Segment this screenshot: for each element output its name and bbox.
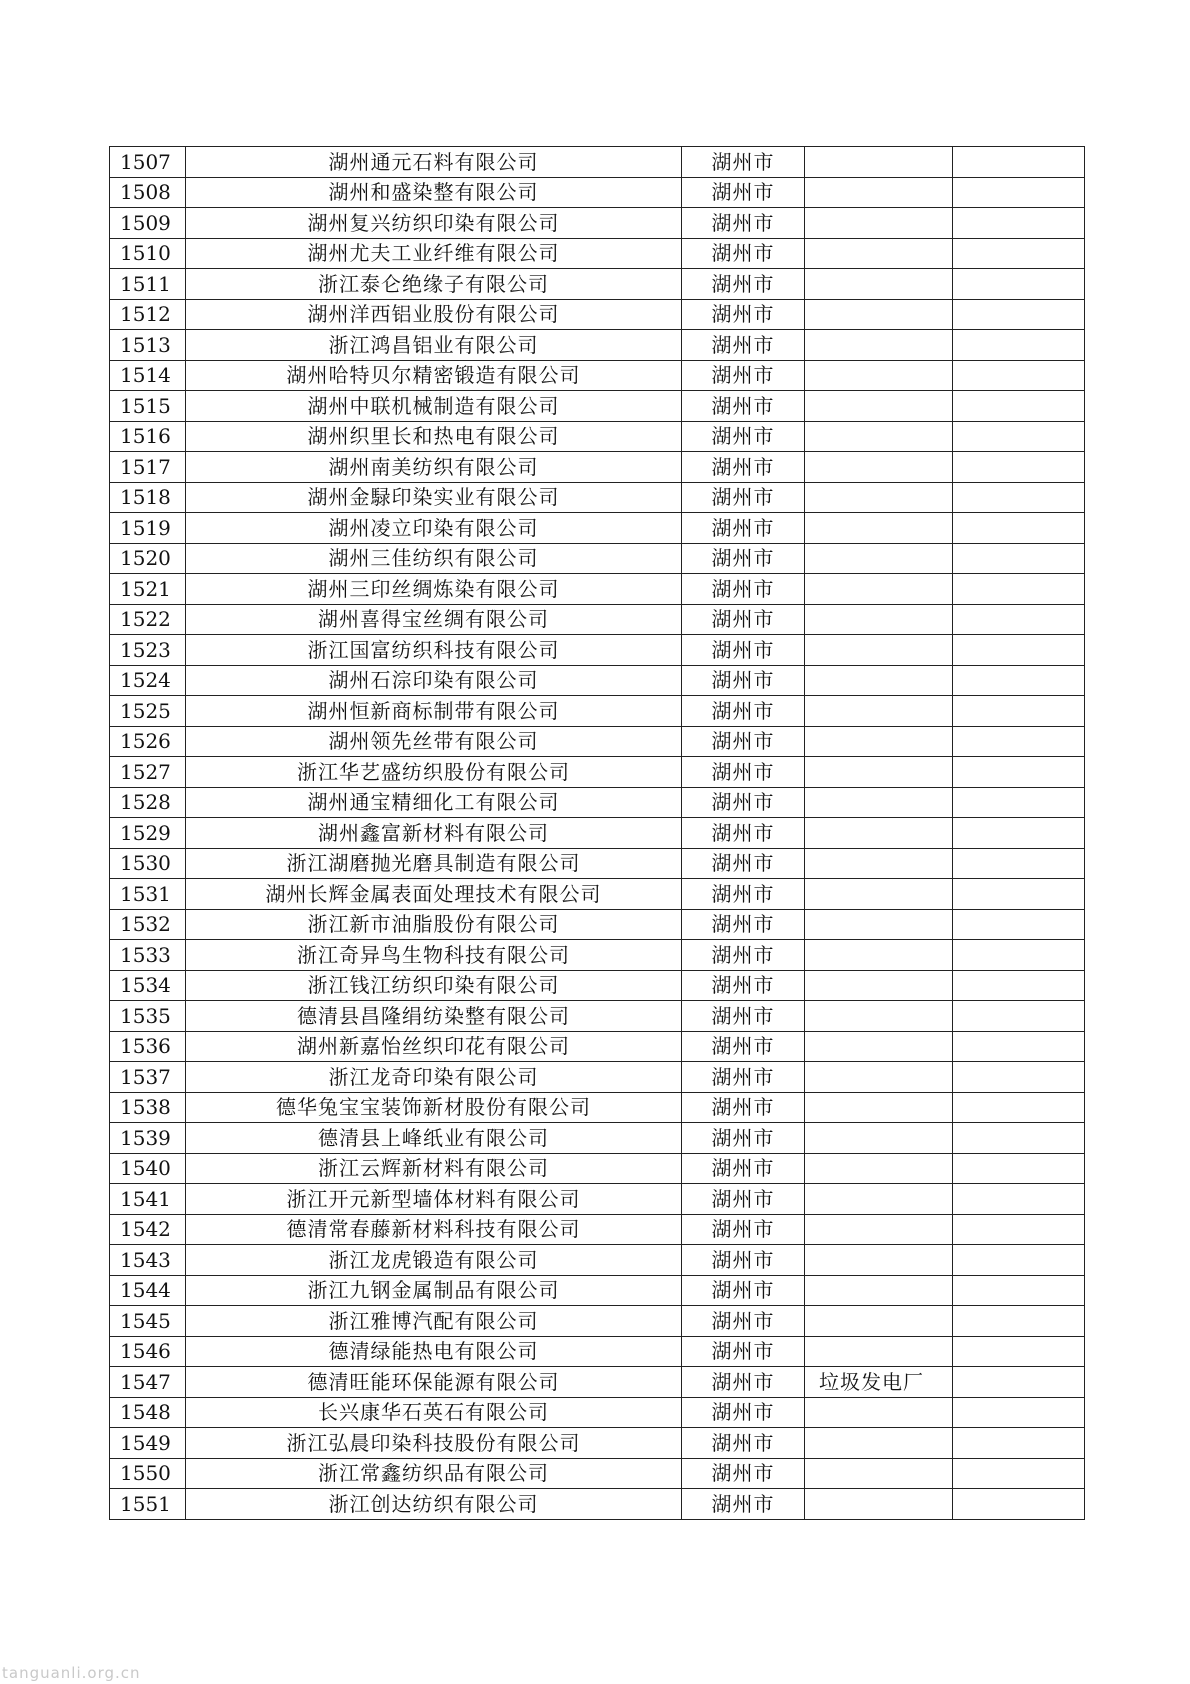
- table-row: [110, 1489, 1085, 1520]
- company-name: 湖州石淙印染有限公司: [186, 665, 682, 696]
- row-number: 1550: [110, 1458, 186, 1489]
- table-row: [110, 848, 1085, 879]
- company-name: 湖州喜得宝丝绸有限公司: [186, 604, 682, 635]
- city: 湖州市: [682, 1214, 805, 1245]
- company-name: 长兴康华石英石有限公司: [186, 1397, 682, 1428]
- city: 湖州市: [682, 1428, 805, 1459]
- row-number: 1523: [110, 635, 186, 666]
- city: 湖州市: [682, 787, 805, 818]
- row-number: 1527: [110, 757, 186, 788]
- city: 湖州市: [682, 848, 805, 879]
- extra-cell: [953, 482, 1085, 513]
- table-row: [110, 391, 1085, 422]
- company-name: 湖州三佳纺织有限公司: [186, 543, 682, 574]
- city: 湖州市: [682, 818, 805, 849]
- company-name: 湖州尤夫工业纤维有限公司: [186, 238, 682, 269]
- table-row: [110, 238, 1085, 269]
- note: [805, 818, 953, 849]
- row-number: 1551: [110, 1489, 186, 1520]
- note: [805, 177, 953, 208]
- table-row: [110, 543, 1085, 574]
- company-name: 浙江国富纺织科技有限公司: [186, 635, 682, 666]
- row-number: 1520: [110, 543, 186, 574]
- row-number: 1521: [110, 574, 186, 605]
- table-row: [110, 482, 1085, 513]
- city: 湖州市: [682, 970, 805, 1001]
- row-number: 1513: [110, 330, 186, 361]
- company-name: 湖州和盛染整有限公司: [186, 177, 682, 208]
- note: [805, 1123, 953, 1154]
- extra-cell: [953, 1489, 1085, 1520]
- extra-cell: [953, 452, 1085, 483]
- row-number: 1535: [110, 1001, 186, 1032]
- company-name: 湖州通宝精细化工有限公司: [186, 787, 682, 818]
- company-name: 湖州恒新商标制带有限公司: [186, 696, 682, 727]
- extra-cell: [953, 1031, 1085, 1062]
- extra-cell: [953, 1336, 1085, 1367]
- note: [805, 1184, 953, 1215]
- note: [805, 757, 953, 788]
- extra-cell: [953, 1214, 1085, 1245]
- row-number: 1533: [110, 940, 186, 971]
- note: [805, 299, 953, 330]
- row-number: 1519: [110, 513, 186, 544]
- row-number: 1543: [110, 1245, 186, 1276]
- row-number: 1548: [110, 1397, 186, 1428]
- company-name: 浙江钱江纺织印染有限公司: [186, 970, 682, 1001]
- note: [805, 269, 953, 300]
- row-number: 1529: [110, 818, 186, 849]
- row-number: 1510: [110, 238, 186, 269]
- table-row: [110, 1001, 1085, 1032]
- extra-cell: [953, 787, 1085, 818]
- note: [805, 665, 953, 696]
- city: 湖州市: [682, 147, 805, 178]
- note: [805, 391, 953, 422]
- city: 湖州市: [682, 1367, 805, 1398]
- table-row: [110, 452, 1085, 483]
- extra-cell: [953, 1428, 1085, 1459]
- city: 湖州市: [682, 1489, 805, 1520]
- row-number: 1516: [110, 421, 186, 452]
- city: 湖州市: [682, 1306, 805, 1337]
- note: [805, 1428, 953, 1459]
- extra-cell: [953, 909, 1085, 940]
- company-name: 浙江鸿昌铝业有限公司: [186, 330, 682, 361]
- note: [805, 879, 953, 910]
- extra-cell: [953, 635, 1085, 666]
- city: 湖州市: [682, 330, 805, 361]
- note: [805, 238, 953, 269]
- extra-cell: [953, 421, 1085, 452]
- extra-cell: [953, 665, 1085, 696]
- note: [805, 1458, 953, 1489]
- note: [805, 696, 953, 727]
- note: [805, 574, 953, 605]
- row-number: 1509: [110, 208, 186, 239]
- extra-cell: [953, 1153, 1085, 1184]
- extra-cell: [953, 574, 1085, 605]
- table-row: [110, 1123, 1085, 1154]
- note: [805, 1306, 953, 1337]
- note: [805, 1062, 953, 1093]
- row-number: 1511: [110, 269, 186, 300]
- extra-cell: [953, 726, 1085, 757]
- company-name: 浙江奇异鸟生物科技有限公司: [186, 940, 682, 971]
- extra-cell: [953, 1275, 1085, 1306]
- company-name: 浙江云辉新材料有限公司: [186, 1153, 682, 1184]
- note: [805, 604, 953, 635]
- row-number: 1524: [110, 665, 186, 696]
- row-number: 1515: [110, 391, 186, 422]
- company-name: 湖州领先丝带有限公司: [186, 726, 682, 757]
- extra-cell: [953, 360, 1085, 391]
- row-number: 1522: [110, 604, 186, 635]
- company-name: 浙江开元新型墙体材料有限公司: [186, 1184, 682, 1215]
- table-row: [110, 421, 1085, 452]
- city: 湖州市: [682, 269, 805, 300]
- extra-cell: [953, 1001, 1085, 1032]
- note: [805, 1092, 953, 1123]
- city: 湖州市: [682, 1062, 805, 1093]
- extra-cell: [953, 1367, 1085, 1398]
- extra-cell: [953, 330, 1085, 361]
- company-name: 湖州长辉金属表面处理技术有限公司: [186, 879, 682, 910]
- note: [805, 909, 953, 940]
- row-number: 1537: [110, 1062, 186, 1093]
- row-number: 1547: [110, 1367, 186, 1398]
- city: 湖州市: [682, 665, 805, 696]
- company-name: 湖州凌立印染有限公司: [186, 513, 682, 544]
- extra-cell: [953, 757, 1085, 788]
- company-name: 浙江湖磨抛光磨具制造有限公司: [186, 848, 682, 879]
- city: 湖州市: [682, 238, 805, 269]
- city: 湖州市: [682, 726, 805, 757]
- extra-cell: [953, 269, 1085, 300]
- table-row: [110, 665, 1085, 696]
- table-row: [110, 299, 1085, 330]
- city: 湖州市: [682, 513, 805, 544]
- company-name: 湖州复兴纺织印染有限公司: [186, 208, 682, 239]
- table-row: [110, 1184, 1085, 1215]
- table-row: [110, 208, 1085, 239]
- extra-cell: [953, 940, 1085, 971]
- table-row: [110, 1428, 1085, 1459]
- row-number: 1532: [110, 909, 186, 940]
- row-number: 1541: [110, 1184, 186, 1215]
- table-row: [110, 1367, 1085, 1398]
- table-row: [110, 330, 1085, 361]
- extra-cell: [953, 177, 1085, 208]
- row-number: 1508: [110, 177, 186, 208]
- company-name: 湖州鑫富新材料有限公司: [186, 818, 682, 849]
- row-number: 1538: [110, 1092, 186, 1123]
- row-number: 1514: [110, 360, 186, 391]
- company-name: 浙江泰仑绝缘子有限公司: [186, 269, 682, 300]
- company-name: 湖州新嘉怡丝织印花有限公司: [186, 1031, 682, 1062]
- note: [805, 452, 953, 483]
- table-body: [110, 147, 1085, 1520]
- table-row: [110, 1275, 1085, 1306]
- company-name: 湖州南美纺织有限公司: [186, 452, 682, 483]
- extra-cell: [953, 543, 1085, 574]
- note: [805, 1245, 953, 1276]
- city: 湖州市: [682, 574, 805, 605]
- table-row: [110, 726, 1085, 757]
- table-row: [110, 818, 1085, 849]
- row-number: 1534: [110, 970, 186, 1001]
- company-name: 浙江常鑫纺织品有限公司: [186, 1458, 682, 1489]
- city: 湖州市: [682, 1031, 805, 1062]
- city: 湖州市: [682, 696, 805, 727]
- note: [805, 360, 953, 391]
- table-row: [110, 1306, 1085, 1337]
- table-row: [110, 1062, 1085, 1093]
- extra-cell: [953, 1062, 1085, 1093]
- enterprise-list-table: [109, 146, 1085, 1520]
- company-name: 德清常春藤新材料科技有限公司: [186, 1214, 682, 1245]
- note: [805, 1031, 953, 1062]
- row-number: 1549: [110, 1428, 186, 1459]
- company-name: 德清旺能环保能源有限公司: [186, 1367, 682, 1398]
- row-number: 1526: [110, 726, 186, 757]
- city: 湖州市: [682, 757, 805, 788]
- company-name: 湖州三印丝绸炼染有限公司: [186, 574, 682, 605]
- note: [805, 1397, 953, 1428]
- note: [805, 330, 953, 361]
- city: 湖州市: [682, 543, 805, 574]
- extra-cell: [953, 147, 1085, 178]
- city: 湖州市: [682, 635, 805, 666]
- extra-cell: [953, 238, 1085, 269]
- row-number: 1545: [110, 1306, 186, 1337]
- note: 垃圾发电厂: [805, 1367, 953, 1398]
- note: [805, 940, 953, 971]
- city: 湖州市: [682, 482, 805, 513]
- note: [805, 147, 953, 178]
- extra-cell: [953, 208, 1085, 239]
- row-number: 1536: [110, 1031, 186, 1062]
- table-row: [110, 787, 1085, 818]
- table-row: [110, 879, 1085, 910]
- city: 湖州市: [682, 1245, 805, 1276]
- extra-cell: [953, 1092, 1085, 1123]
- table-row: [110, 513, 1085, 544]
- company-name: 湖州织里长和热电有限公司: [186, 421, 682, 452]
- extra-cell: [953, 391, 1085, 422]
- row-number: 1512: [110, 299, 186, 330]
- company-name: 湖州金騄印染实业有限公司: [186, 482, 682, 513]
- city: 湖州市: [682, 452, 805, 483]
- city: 湖州市: [682, 1397, 805, 1428]
- note: [805, 1214, 953, 1245]
- company-name: 德清绿能热电有限公司: [186, 1336, 682, 1367]
- extra-cell: [953, 604, 1085, 635]
- city: 湖州市: [682, 1275, 805, 1306]
- note: [805, 970, 953, 1001]
- extra-cell: [953, 848, 1085, 879]
- company-name: 浙江新市油脂股份有限公司: [186, 909, 682, 940]
- company-name: 湖州哈特贝尔精密锻造有限公司: [186, 360, 682, 391]
- row-number: 1546: [110, 1336, 186, 1367]
- city: 湖州市: [682, 1458, 805, 1489]
- company-name: 湖州通元石料有限公司: [186, 147, 682, 178]
- note: [805, 421, 953, 452]
- company-name: 湖州中联机械制造有限公司: [186, 391, 682, 422]
- city: 湖州市: [682, 421, 805, 452]
- city: 湖州市: [682, 177, 805, 208]
- company-name: 浙江九钢金属制品有限公司: [186, 1275, 682, 1306]
- table-row: [110, 635, 1085, 666]
- row-number: 1544: [110, 1275, 186, 1306]
- company-name: 浙江华艺盛纺织股份有限公司: [186, 757, 682, 788]
- company-name: 浙江弘晨印染科技股份有限公司: [186, 1428, 682, 1459]
- city: 湖州市: [682, 1092, 805, 1123]
- extra-cell: [953, 1123, 1085, 1154]
- note: [805, 1275, 953, 1306]
- company-name: 浙江创达纺织有限公司: [186, 1489, 682, 1520]
- table-row: [110, 1336, 1085, 1367]
- note: [805, 1153, 953, 1184]
- company-name: 浙江龙奇印染有限公司: [186, 1062, 682, 1093]
- extra-cell: [953, 879, 1085, 910]
- extra-cell: [953, 1306, 1085, 1337]
- table-row: [110, 1458, 1085, 1489]
- row-number: 1525: [110, 696, 186, 727]
- table-row: [110, 360, 1085, 391]
- table-row: [110, 970, 1085, 1001]
- row-number: 1542: [110, 1214, 186, 1245]
- row-number: 1528: [110, 787, 186, 818]
- row-number: 1507: [110, 147, 186, 178]
- table-row: [110, 1092, 1085, 1123]
- note: [805, 543, 953, 574]
- note: [805, 848, 953, 879]
- city: 湖州市: [682, 909, 805, 940]
- extra-cell: [953, 1397, 1085, 1428]
- company-name: 德清县昌隆绢纺染整有限公司: [186, 1001, 682, 1032]
- company-name: 德清县上峰纸业有限公司: [186, 1123, 682, 1154]
- city: 湖州市: [682, 299, 805, 330]
- extra-cell: [953, 970, 1085, 1001]
- table-row: [110, 574, 1085, 605]
- extra-cell: [953, 513, 1085, 544]
- city: 湖州市: [682, 1184, 805, 1215]
- table-row: [110, 177, 1085, 208]
- city: 湖州市: [682, 391, 805, 422]
- note: [805, 635, 953, 666]
- city: 湖州市: [682, 360, 805, 391]
- city: 湖州市: [682, 1336, 805, 1367]
- table-row: [110, 696, 1085, 727]
- note: [805, 1001, 953, 1032]
- table-row: [110, 147, 1085, 178]
- city: 湖州市: [682, 1153, 805, 1184]
- table-row: [110, 269, 1085, 300]
- row-number: 1530: [110, 848, 186, 879]
- table-row: [110, 1397, 1085, 1428]
- table-row: [110, 604, 1085, 635]
- row-number: 1539: [110, 1123, 186, 1154]
- extra-cell: [953, 1458, 1085, 1489]
- row-number: 1518: [110, 482, 186, 513]
- table-row: [110, 909, 1085, 940]
- note: [805, 1489, 953, 1520]
- row-number: 1540: [110, 1153, 186, 1184]
- table-row: [110, 1031, 1085, 1062]
- table-row: [110, 757, 1085, 788]
- company-name: 德华兔宝宝装饰新材股份有限公司: [186, 1092, 682, 1123]
- company-name: 湖州洋西铝业股份有限公司: [186, 299, 682, 330]
- extra-cell: [953, 818, 1085, 849]
- table-row: [110, 1153, 1085, 1184]
- note: [805, 1336, 953, 1367]
- note: [805, 726, 953, 757]
- extra-cell: [953, 696, 1085, 727]
- city: 湖州市: [682, 1001, 805, 1032]
- table-row: [110, 1245, 1085, 1276]
- city: 湖州市: [682, 879, 805, 910]
- note: [805, 787, 953, 818]
- city: 湖州市: [682, 1123, 805, 1154]
- city: 湖州市: [682, 208, 805, 239]
- table-row: [110, 1214, 1085, 1245]
- city: 湖州市: [682, 940, 805, 971]
- table-row: [110, 940, 1085, 971]
- extra-cell: [953, 299, 1085, 330]
- company-name: 浙江龙虎锻造有限公司: [186, 1245, 682, 1276]
- note: [805, 482, 953, 513]
- company-name: 浙江雅博汽配有限公司: [186, 1306, 682, 1337]
- note: [805, 513, 953, 544]
- note: [805, 208, 953, 239]
- city: 湖州市: [682, 604, 805, 635]
- row-number: 1531: [110, 879, 186, 910]
- extra-cell: [953, 1245, 1085, 1276]
- row-number: 1517: [110, 452, 186, 483]
- extra-cell: [953, 1184, 1085, 1215]
- watermark: tanguanli.org.cn: [2, 1664, 141, 1682]
